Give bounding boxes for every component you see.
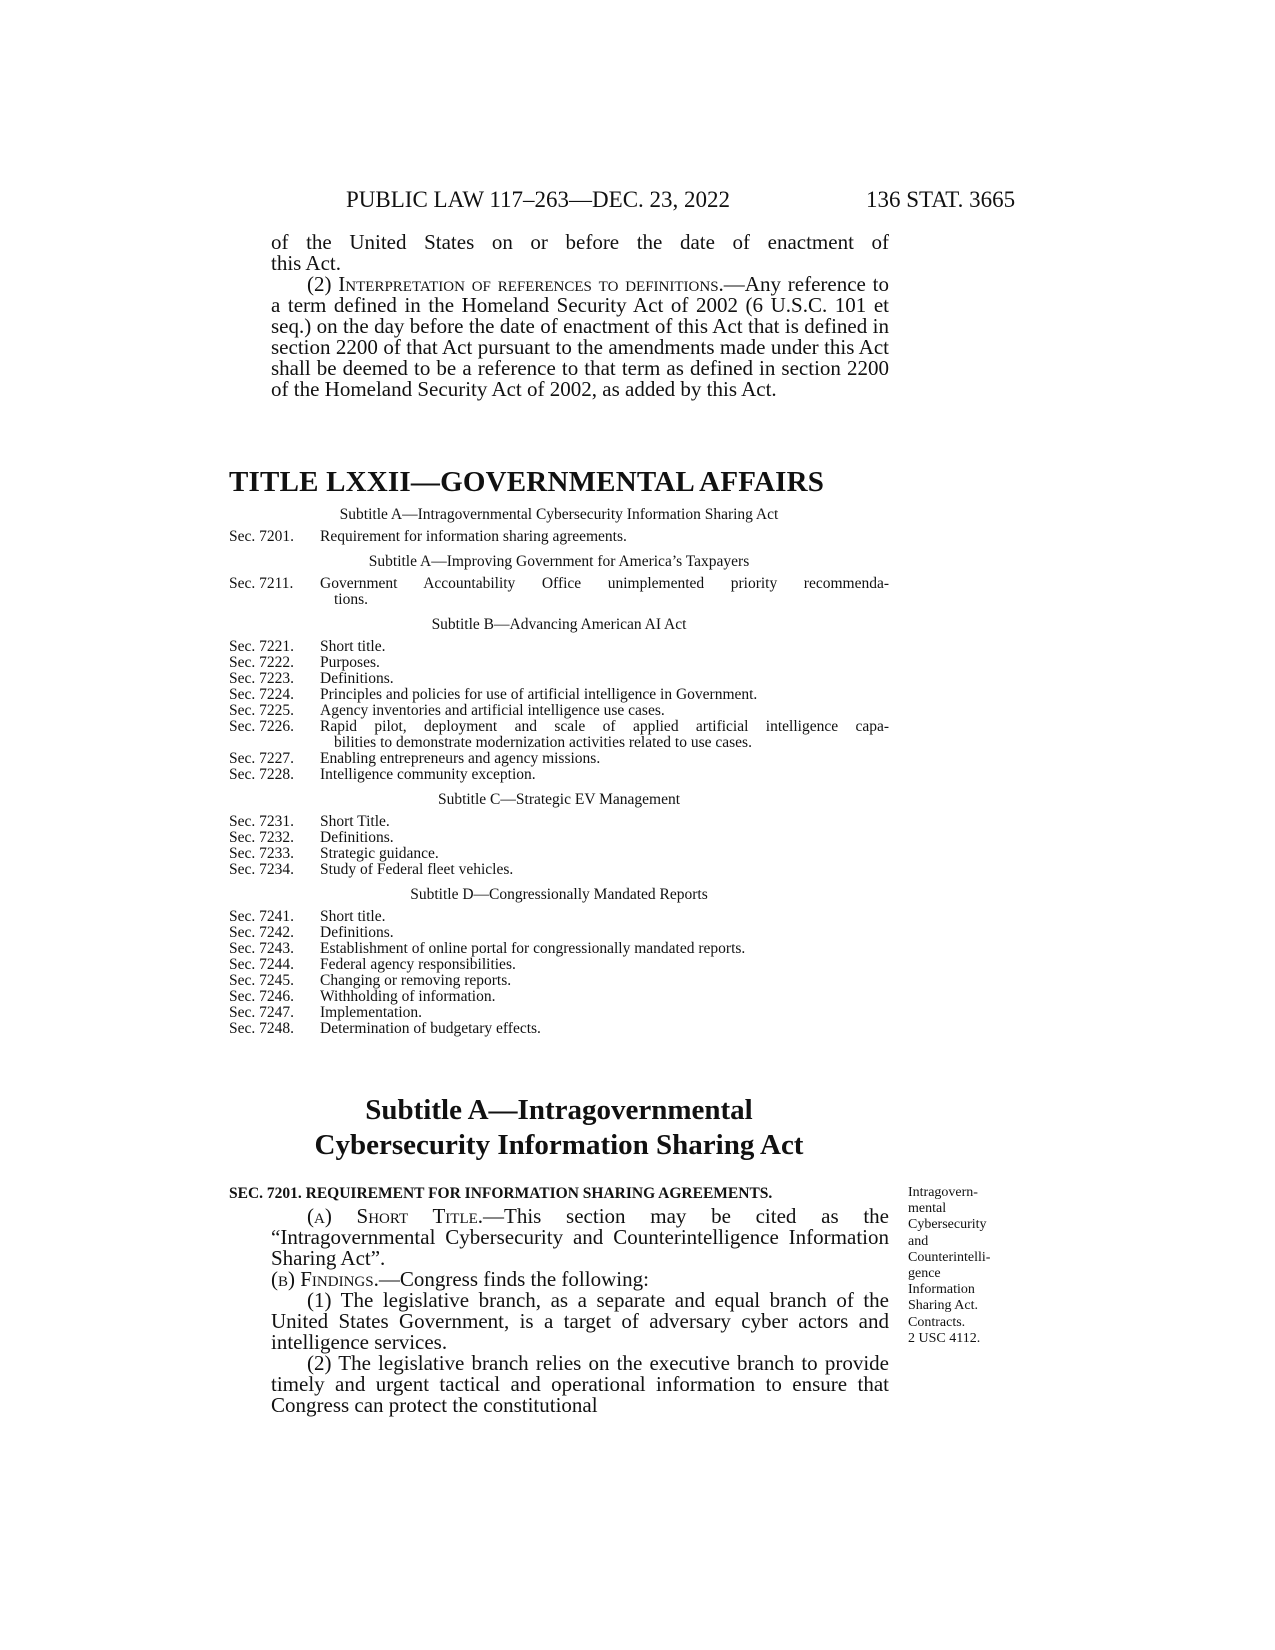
intro-line-1: of the United States on or before the date of enactment of — [271, 230, 889, 254]
subsection-b-label: (b) Findings. — [271, 1267, 379, 1291]
toc-entry — [229, 639, 889, 655]
toc-entry-title: Requirement for information sharing agreements. — [320, 528, 627, 545]
toc-entry-number: Sec. 7224. — [229, 686, 295, 703]
toc-entry — [229, 767, 889, 783]
toc-entry — [229, 719, 889, 735]
title-heading: TITLE LXXII—GOVERNMENTAL AFFAIRS — [229, 466, 825, 498]
header-stat-page: 136 STAT. 3665 — [866, 187, 1016, 212]
toc-entry-number: Sec. 7201. — [229, 528, 295, 545]
toc-subtitle: Subtitle B—Advancing American AI Act — [431, 616, 687, 633]
toc-entry-title: Definitions. — [320, 829, 394, 846]
toc-subtitle: Subtitle C—Strategic EV Management — [437, 791, 681, 808]
toc-entry-title: Purposes. — [320, 654, 380, 671]
toc-entry — [229, 830, 889, 846]
toc-entry-title: Principles and policies for use of artificial intelligence in Government. — [320, 686, 758, 703]
toc-entry-number: Sec. 7248. — [229, 1020, 295, 1037]
margin-note-line: Cybersecurity — [908, 1217, 987, 1233]
toc-entry-number: Sec. 7244. — [229, 956, 295, 973]
margin-note-line: Intragovern- — [908, 1185, 978, 1200]
toc-subtitle: Subtitle A—Intragovernmental Cybersecurity Information Sharing Act — [339, 506, 779, 523]
subsection-a — [271, 1206, 889, 1269]
toc-entry-number: Sec. 7246. — [229, 988, 295, 1005]
margin-note-line: and — [908, 1233, 929, 1249]
subsection-a-text: —This section may be cited as the “Intragovernmental Cybersecurity and Counterintelligence Information Sharing Act”. — [271, 1204, 889, 1270]
section-heading: SEC. 7201. REQUIREMENT FOR INFORMATION SHARING AGREEMENTS. — [229, 1185, 773, 1202]
toc-subtitle: Subtitle D—Congressionally Mandated Reports — [410, 886, 708, 903]
toc-entry — [229, 655, 889, 671]
toc-entry — [229, 703, 889, 719]
toc-entry — [229, 941, 889, 957]
toc-entry-number: Sec. 7247. — [229, 1004, 295, 1021]
toc-entry-number: Sec. 7227. — [229, 750, 295, 767]
margin-note-line: Counterintelli- — [908, 1249, 991, 1265]
toc-entry-title: Implementation. — [320, 1004, 423, 1021]
toc-entry-title: Intelligence community exception. — [320, 766, 536, 783]
margin-note-line: 2 USC 4112. — [908, 1330, 981, 1346]
margin-note-line: mental — [908, 1201, 947, 1217]
margin-note — [908, 1185, 1028, 1347]
toc-entry-title: Changing or removing reports. — [320, 972, 512, 989]
toc-entry — [229, 529, 889, 545]
toc-entry-number: Sec. 7228. — [229, 766, 295, 783]
toc-entry-continuation: tions. — [334, 591, 369, 608]
toc-entry-title: Withholding of information. — [320, 988, 496, 1005]
toc-entry — [229, 1021, 889, 1037]
intro-paragraph-2 — [271, 274, 889, 400]
toc-entry-title: Short title. — [320, 638, 386, 655]
toc-entry-title: Short Title. — [320, 813, 390, 830]
toc-entry — [229, 687, 889, 703]
margin-note-line: Sharing Act. — [908, 1298, 978, 1314]
toc-entry-title: Enabling entrepreneurs and agency missions. — [320, 750, 601, 767]
toc-subtitle: Subtitle A—Improving Government for America’s Taxpayers — [368, 553, 750, 570]
margin-note-line: gence — [908, 1266, 941, 1282]
toc-entry — [229, 671, 889, 687]
toc-entry-title: Definitions. — [320, 670, 394, 687]
toc-entry — [229, 957, 889, 973]
toc-entry-title: Definitions. — [320, 924, 394, 941]
toc-entry-title: Agency inventories and artificial intelligence use cases. — [320, 702, 665, 719]
intro-line-2: this Act. — [271, 251, 342, 275]
toc-entry-number: Sec. 7245. — [229, 972, 295, 989]
subsection-b-text: —Congress finds the following: — [378, 1267, 649, 1291]
table-of-contents — [229, 507, 889, 1037]
toc-entry-number: Sec. 7226. — [229, 718, 295, 735]
toc-entry-title: Study of Federal fleet vehicles. — [320, 861, 514, 878]
toc-entry-number: Sec. 7242. — [229, 924, 295, 941]
toc-entry-number: Sec. 7232. — [229, 829, 295, 846]
toc-entry-title: Short title. — [320, 908, 386, 925]
toc-entry-title: Strategic guidance. — [320, 845, 439, 862]
toc-entry-number: Sec. 7223. — [229, 670, 295, 687]
finding-2: (2) The legislative branch relies on the executive branch to provide timely and urgent tactical and operational information to ensure that Congress can protect the constitutional — [271, 1351, 889, 1417]
toc-entry — [229, 909, 889, 925]
toc-entry — [229, 989, 889, 1005]
toc-entry-title: Federal agency responsibilities. — [320, 956, 516, 973]
toc-entry — [229, 751, 889, 767]
subtitle-heading-line-2: Cybersecurity Information Sharing Act — [314, 1129, 804, 1161]
subtitle-heading — [229, 1093, 889, 1163]
subtitle-heading-line-1: Subtitle A—Intragovernmental — [365, 1094, 753, 1126]
toc-entry-number: Sec. 7243. — [229, 940, 295, 957]
toc-entry-continuation: bilities to demonstrate modernization activities related to use cases. — [334, 734, 752, 751]
toc-entry-number: Sec. 7241. — [229, 908, 295, 925]
margin-note-line: Contracts. — [908, 1314, 966, 1330]
toc-entry — [229, 576, 889, 592]
running-head — [0, 187, 1275, 217]
toc-entry — [229, 846, 889, 862]
section-body — [271, 1206, 889, 1416]
toc-entry — [229, 973, 889, 989]
para2-text: —Any reference to a term defined in the Homeland Security Act of 2002 (6 U.S.C. 101 et seq.) on the day before the date of enactment of this Act that is defined in section 2200 of that Act pursuant to the amendments made under this Act shall be deemed to be a reference to that term as defined in section 2200 of the Homeland Security Act of 2002, as added by this Act. — [271, 272, 889, 401]
toc-entry-number: Sec. 7211. — [229, 575, 294, 592]
toc-entry-title: Rapid pilot, deployment and scale of applied artificial intelligence capa- — [320, 718, 889, 735]
finding-1: (1) The legislative branch, as a separate and equal branch of the United States Government, is a target of adversary cyber actors and intelligence services. — [271, 1288, 889, 1354]
toc-entry-title: Establishment of online portal for congressionally mandated reports. — [320, 940, 746, 957]
toc-entry-number: Sec. 7234. — [229, 861, 295, 878]
para2-label: (2) Interpretation of references to definitions. — [307, 272, 724, 296]
toc-entry — [229, 862, 889, 878]
subsection-b — [271, 1269, 889, 1290]
toc-entry-number: Sec. 7233. — [229, 845, 295, 862]
toc-entry-title: Determination of budgetary effects. — [320, 1020, 541, 1037]
intro-text — [271, 232, 889, 400]
toc-entry-title: Government Accountability Office unimplemented priority recommenda- — [320, 575, 889, 592]
toc-entry-number: Sec. 7221. — [229, 638, 295, 655]
toc-entry — [229, 814, 889, 830]
toc-entry-number: Sec. 7222. — [229, 654, 295, 671]
toc-entry-number: Sec. 7231. — [229, 813, 295, 830]
toc-entry-number: Sec. 7225. — [229, 702, 295, 719]
subsection-a-label: (a) Short Title. — [307, 1204, 484, 1228]
toc-entry — [229, 925, 889, 941]
margin-note-line: Information — [908, 1282, 975, 1298]
header-public-law: PUBLIC LAW 117–263—DEC. 23, 2022 — [346, 187, 731, 212]
toc-entry — [229, 1005, 889, 1021]
